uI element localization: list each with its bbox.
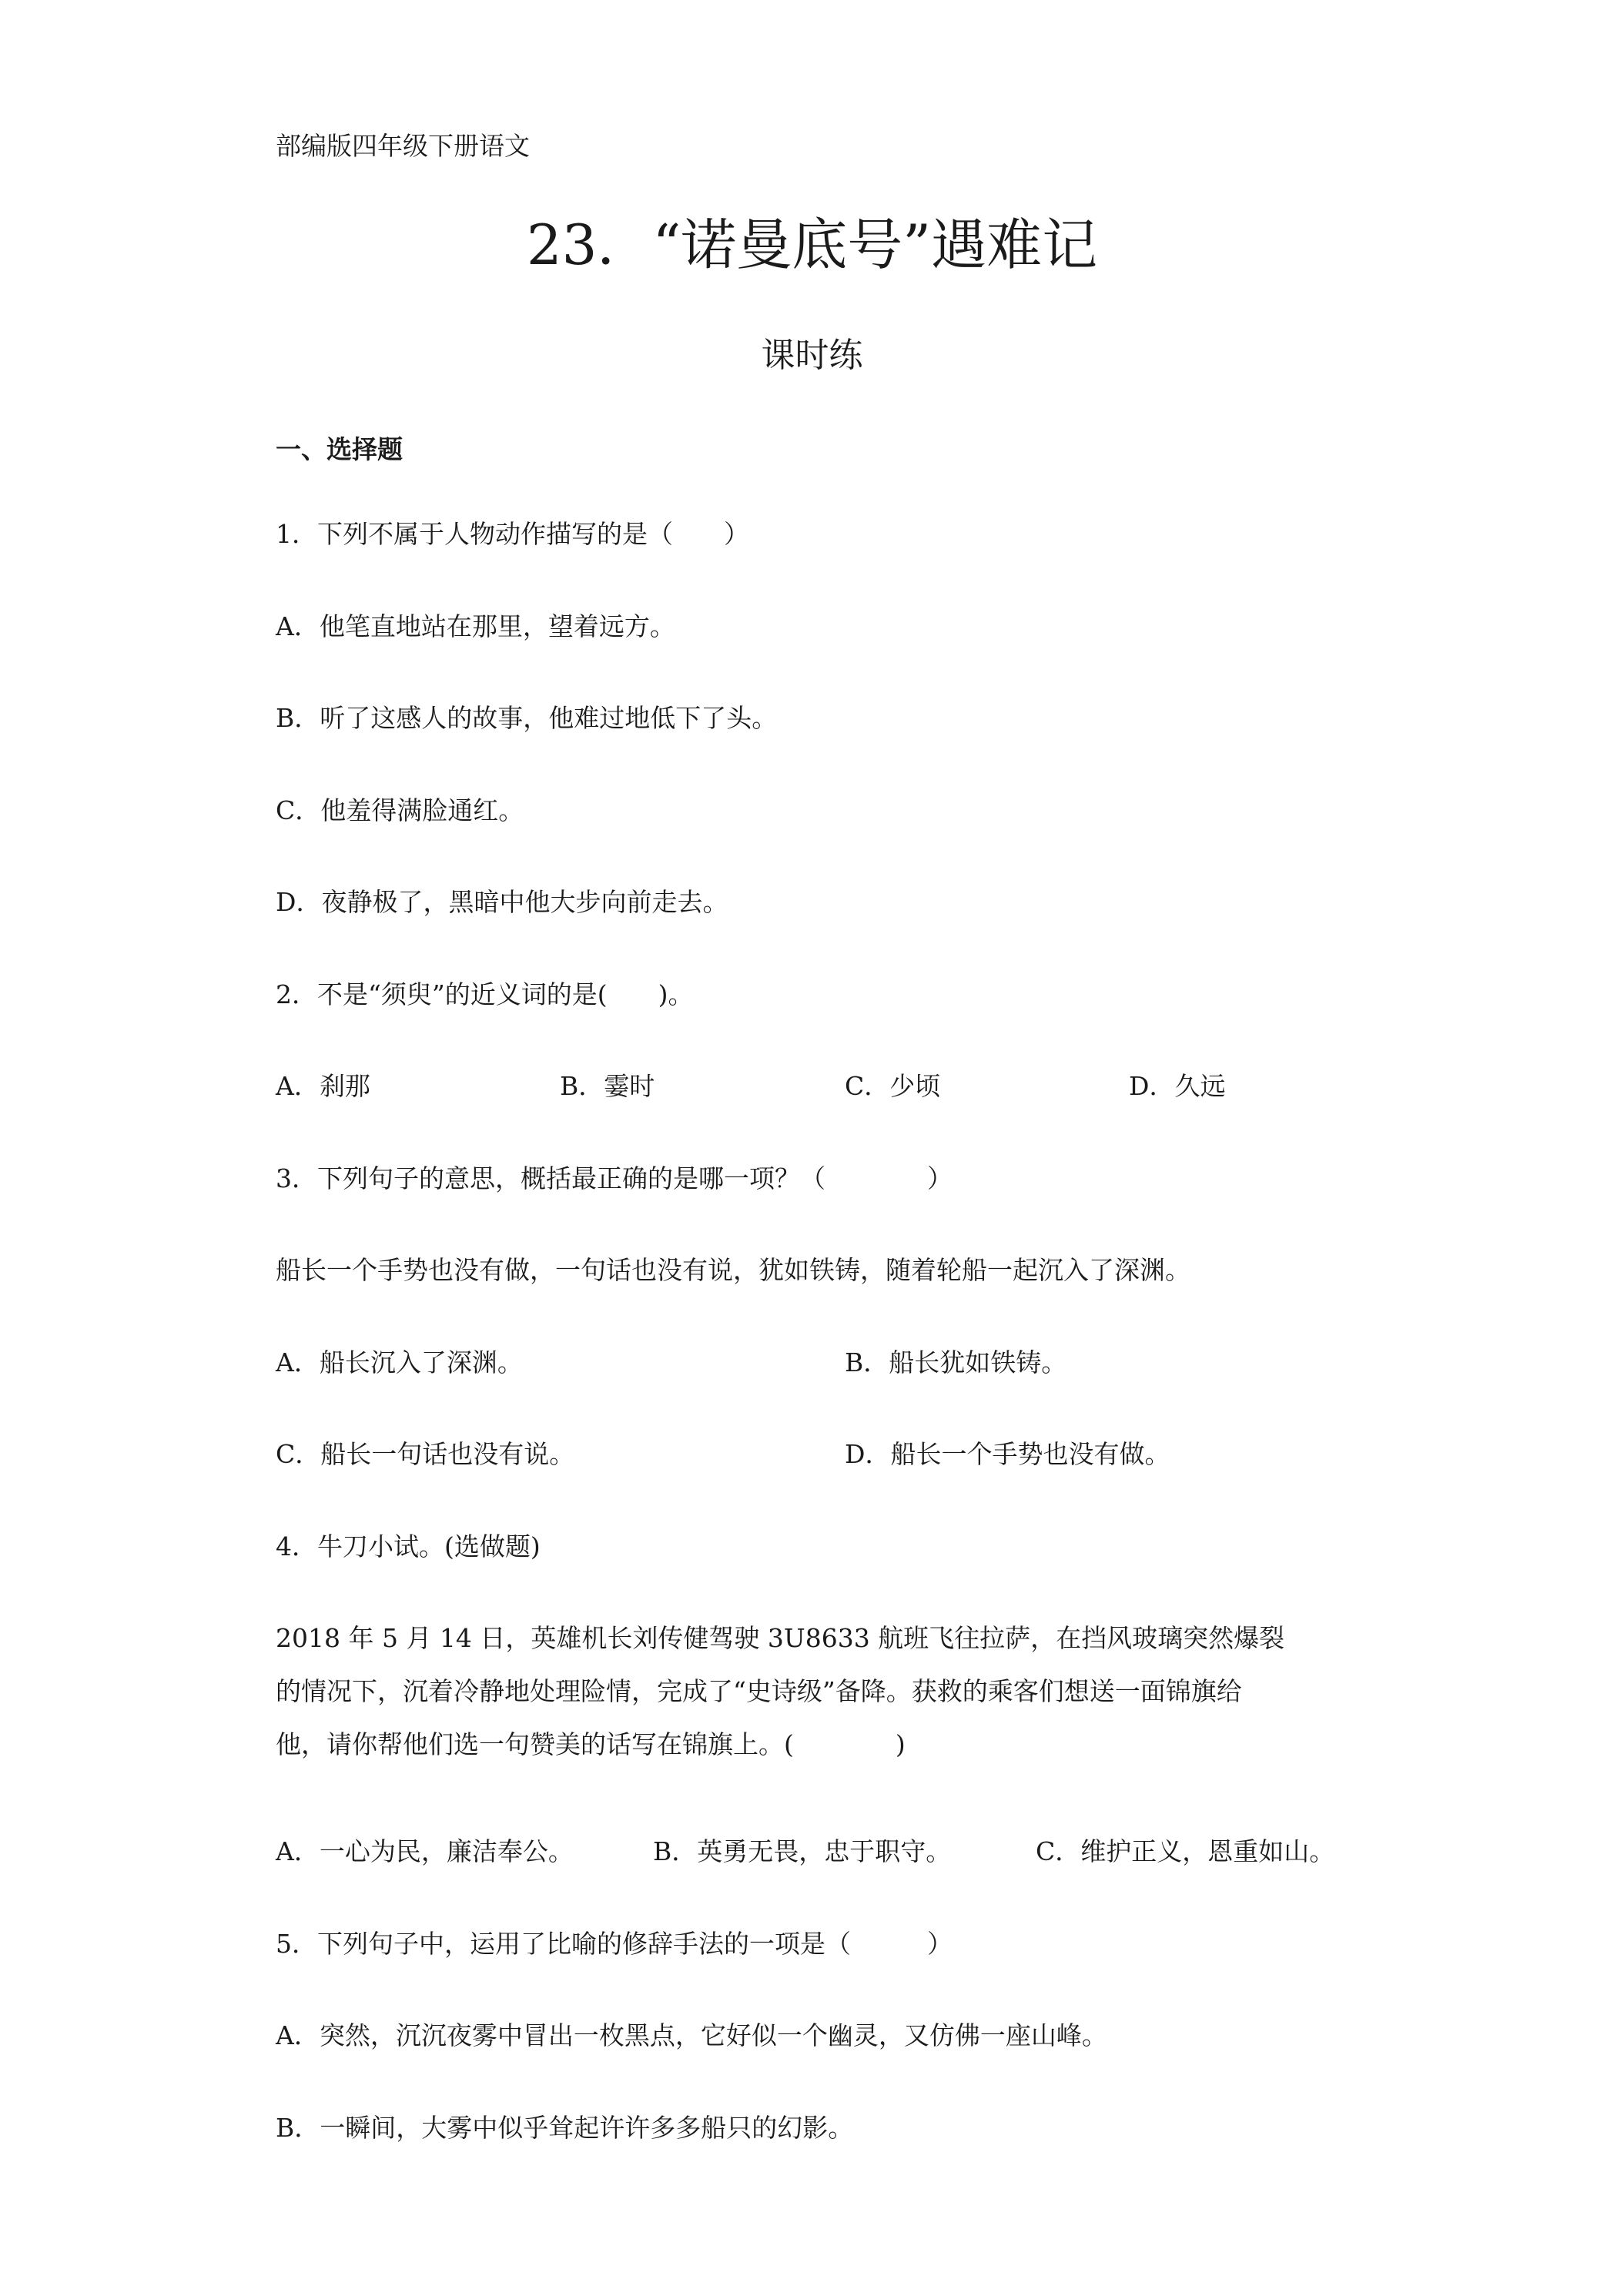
question-2-option-c: C．少顷 [845,1071,941,1101]
question-4-option-c: C．维护正义，恩重如山。 [1036,1836,1335,1866]
question-1-option-d: D．夜静极了，黑暗中他大步向前走去。 [276,887,728,917]
question-4-option-b: B．英勇无畏，忠于职守。 [653,1836,952,1866]
lesson-subtitle: 课时练 [761,336,863,375]
question-4-passage-line-1: 2018 年 5 月 14 日，英雄机长刘传健驾驶 3U8633 航班飞往拉萨，在挡风玻璃突然爆裂 [276,1623,1285,1653]
question-2-option-d: D．久远 [1129,1071,1226,1101]
question-4-passage-line-3: 他，请你帮他们选一句赞美的话写在锦旗上。( ) [276,1729,906,1759]
question-4-stem: 4．牛刀小试。(选做题) [276,1531,541,1561]
question-2-stem: 2．不是“须臾”的近义词的是( )。 [276,979,694,1009]
section-title-choice: 一、选择题 [276,434,403,464]
question-1-option-a: A．他笔直地站在那里，望着远方。 [276,611,675,641]
question-5-option-b: B．一瞬间，大雾中似乎耸起许许多多船只的幻影。 [276,2113,854,2143]
question-3-option-c: C．船长一句话也没有说。 [276,1439,575,1469]
question-1-stem: 1．下列不属于人物动作描写的是（ ） [276,519,749,549]
question-1-option-c: C．他羞得满脸通红。 [276,795,524,825]
textbook-edition-note: 部编版四年级下册语文 [276,131,530,161]
question-3-option-a: A．船长沉入了深渊。 [276,1347,523,1377]
question-3-passage: 船长一个手势也没有做，一句话也没有说，犹如铁铸，随着轮船一起沉入了深渊。 [276,1255,1190,1285]
question-2-option-b: B．霎时 [560,1071,655,1101]
question-5-option-a: A．突然，沉沉夜雾中冒出一枚黑点，它好似一个幽灵，又仿佛一座山峰。 [276,2020,1107,2050]
question-1-option-b: B．听了这感人的故事，他难过地低下了头。 [276,703,778,733]
question-5-stem: 5．下列句子中，运用了比喻的修辞手法的一项是（ ） [276,1929,953,1959]
question-2-option-a: A．刹那 [276,1071,370,1101]
lesson-title: 23．“诺曼底号”遇难记 [526,213,1098,277]
question-4-option-a: A．一心为民，廉洁奉公。 [276,1836,574,1866]
question-4-passage-line-2: 的情况下，沉着冷静地处理险情，完成了“史诗级”备降。获救的乘客们想送一面锦旗给 [276,1676,1242,1706]
question-3-option-d: D．船长一个手势也没有做。 [845,1439,1170,1469]
question-3-option-b: B．船长犹如铁铸。 [845,1347,1067,1377]
question-3-stem: 3．下列句子的意思，概括最正确的是哪一项？（ ） [276,1163,953,1193]
